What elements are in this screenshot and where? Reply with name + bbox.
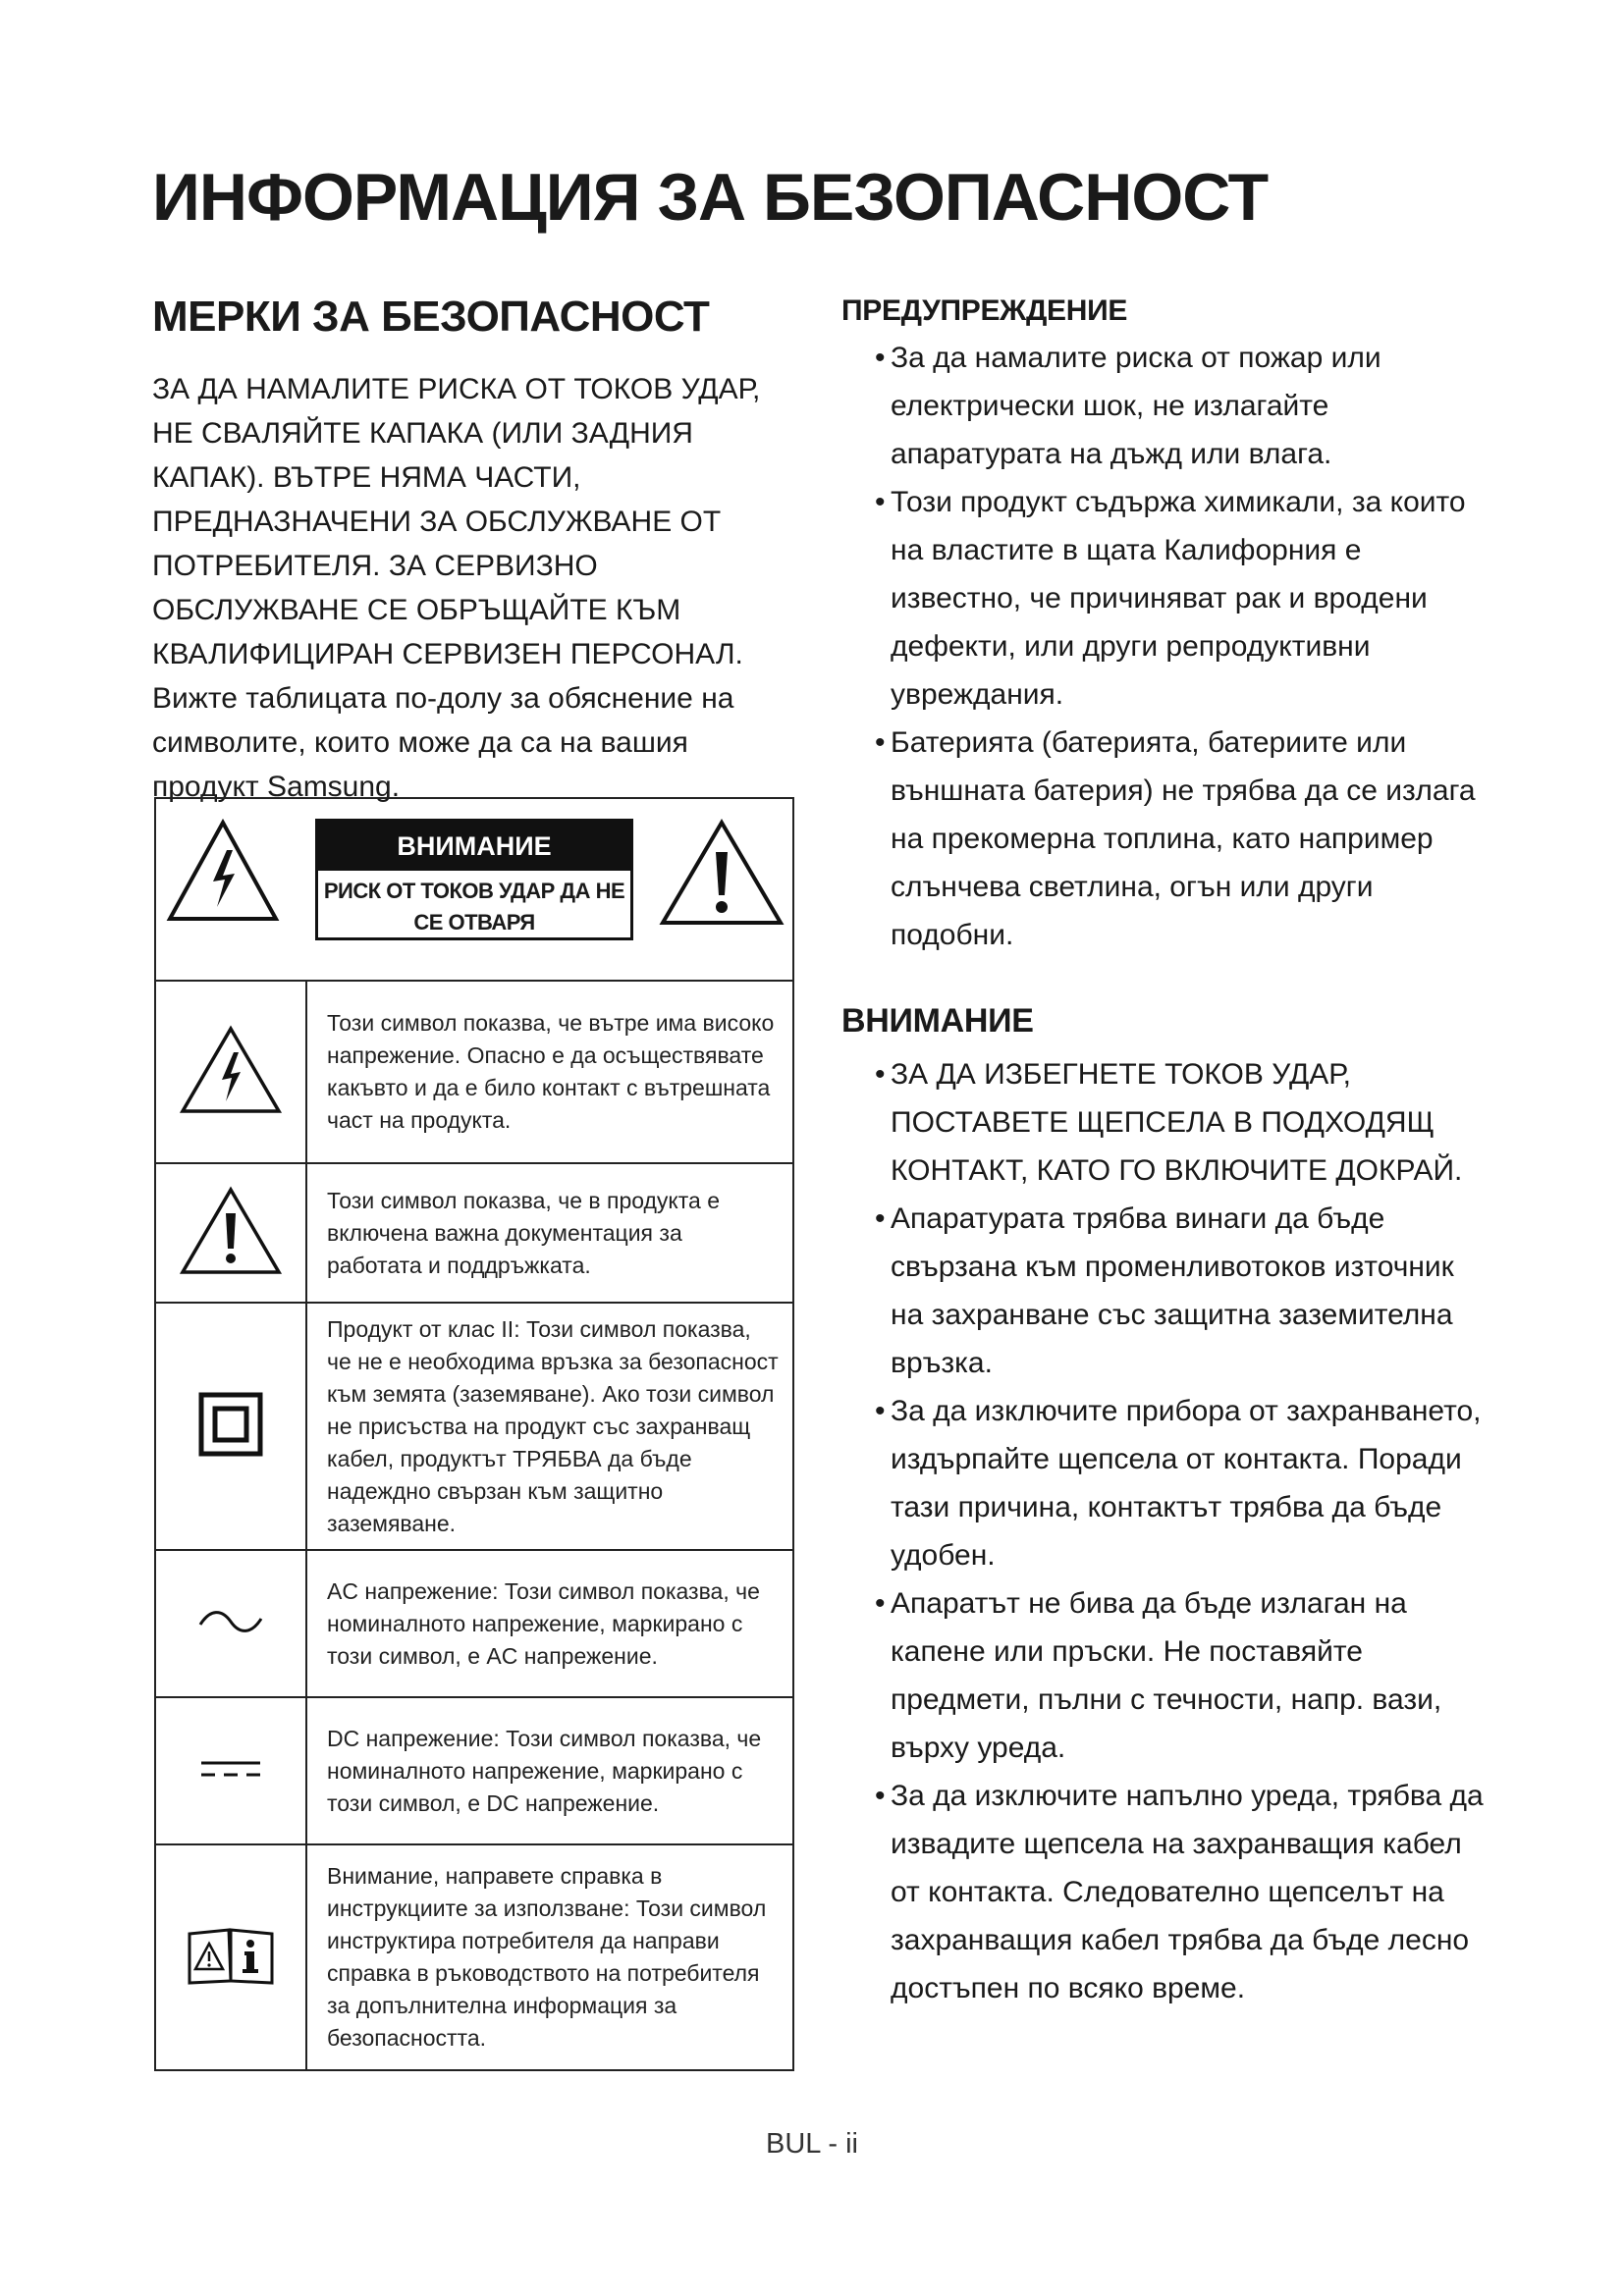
list-item: • За да изключите напълно уреда, трябва да извадите щепсела на захранващия кабел от контакта. Следователно щепселът на захранващия кабел трябва да бъде лесно достъпен по всяко време. (875, 1780, 1484, 2004)
double-square-icon (198, 1392, 263, 1457)
symbols-table (154, 797, 794, 2071)
warning-title: ПРЕДУПРЕЖДЕНИЕ (841, 294, 1128, 327)
manual-info-icon (186, 1924, 276, 1987)
symbol-row (155, 1303, 793, 1550)
symbol-row (155, 1550, 793, 1697)
symbol-row (155, 1163, 793, 1303)
banner-row (155, 798, 793, 981)
list-item: • Апаратурата трябва винаги да бъде свързана към променливотоков източник на захранване със защитна заземителна връзка. (875, 1202, 1454, 1379)
list-item: • ЗА ДА ИЗБЕГНЕТЕ ТОКОВ УДАР, ПОСТАВЕТЕ ЩЕПСЕЛА В ПОДХОДЯЩ КОНТАКТ, КАТО ГО ВКЛЮЧИТЕ ДОКРАЙ. (875, 1058, 1463, 1187)
warning-list (841, 334, 1489, 959)
page-number: BUL - ii (766, 2128, 858, 2160)
caution-banner-heading: ВНИМАНИЕ (318, 822, 630, 871)
lightning-triangle-icon (177, 1023, 285, 1117)
list-item: • За да изключите прибора от захранването, издърпайте щепсела от контакта. Поради тази причина, контактът трябва да бъде удобен. (875, 1395, 1482, 1572)
page-title: ИНФОРМАЦИЯ ЗА БЕЗОПАСНОСТ (152, 160, 1269, 235)
list-item: • Батерията (батерията, батериите или външната батерия) не трябва да се излага на прекомерна топлина, като например слънчева светлина, огън или други подобни. (875, 726, 1476, 951)
lightning-triangle-icon (164, 817, 282, 927)
intro-caps-paragraph: ЗА ДА НАМАЛИТЕ РИСКА ОТ ТОКОВ УДАР, НЕ СВАЛЯЙТЕ КАПАКА (ИЛИ ЗАДНИЯ КАПАК). ВЪТРЕ НЯМА ЧАСТИ, ПРЕДНАЗНАЧЕНИ ЗА ОБСЛУЖВАНЕ ОТ ПОТРЕБИТЕЛЯ. ЗА СЕРВИЗНО ОБСЛУЖВАНЕ СЕ ОБРЪЩАЙТЕ КЪМ КВАЛИФИЦИРАН СЕРВИЗЕН ПЕРСОНАЛ. (152, 373, 761, 670)
exclamation-triangle-icon (657, 817, 786, 931)
caution-banner-text: РИСК ОТ ТОКОВ УДАР ДА НЕ СЕ ОТВАРЯ (323, 879, 625, 934)
symbol-description: DC напрежение: Този символ показва, че номиналното напрежение, маркирано с този символ, е DC напрежение. (306, 1697, 793, 1844)
caution-title: ВНИМАНИЕ (841, 1002, 1034, 1040)
exclamation-triangle-icon (177, 1184, 285, 1278)
safety-precautions-section (152, 293, 800, 809)
caution-list (841, 1050, 1489, 2012)
section-title: МЕРКИ ЗА БЕЗОПАСНОСТ (152, 293, 710, 341)
symbol-description: Продукт от клас II: Този символ показва, че не е необходима връзка за безопасност към земята (заземяване). Ако този символ не присъства на продукт със захранващ кабел, продуктът ТРЯБВА да бъде надеждно свързан към защитно заземяване. (306, 1303, 793, 1550)
symbol-row (155, 981, 793, 1163)
symbol-row (155, 1844, 793, 2070)
caution-banner (315, 819, 633, 940)
intro-paragraph: Вижте таблицата по-долу за обяснение на символите, които може да са на вашия продукт Samsung. (152, 682, 734, 803)
list-item: • Апаратът не бива да бъде излаган на капене или пръски. Не поставяйте предмети, пълни с течности, напр. вази, върху уреда. (875, 1587, 1442, 1764)
symbol-description: Този символ показва, че в продукта е включена важна документация за работата и поддръжката. (306, 1163, 793, 1303)
list-item: • Този продукт съдържа химикали, за които на властите в щата Калифорния е известно, че причиняват рак и вродени дефекти, или други репродуктивни увреждания. (875, 486, 1466, 711)
dc-lines-icon (199, 1757, 262, 1781)
symbol-description: Този символ показва, че вътре има високо напрежение. Опасно е да осъществявате какъвто и да е било контакт с вътрешната част на продукта. (306, 981, 793, 1163)
symbol-description: AC напрежение: Този символ показва, че номиналното напрежение, маркирано с този символ, е AC напрежение. (306, 1550, 793, 1697)
symbol-row (155, 1697, 793, 1844)
list-item: • За да намалите риска от пожар или електрически шок, не излагайте апаратурата на дъжд или влага. (875, 342, 1381, 470)
warnings-column (841, 294, 1489, 2012)
symbol-description: Внимание, направете справка в инструкциите за използване: Този символ инструктира потребителя да направи справка в ръководството на потребителя за допълнителна информация за безопасността. (306, 1844, 793, 2070)
ac-wave-icon (196, 1607, 265, 1636)
